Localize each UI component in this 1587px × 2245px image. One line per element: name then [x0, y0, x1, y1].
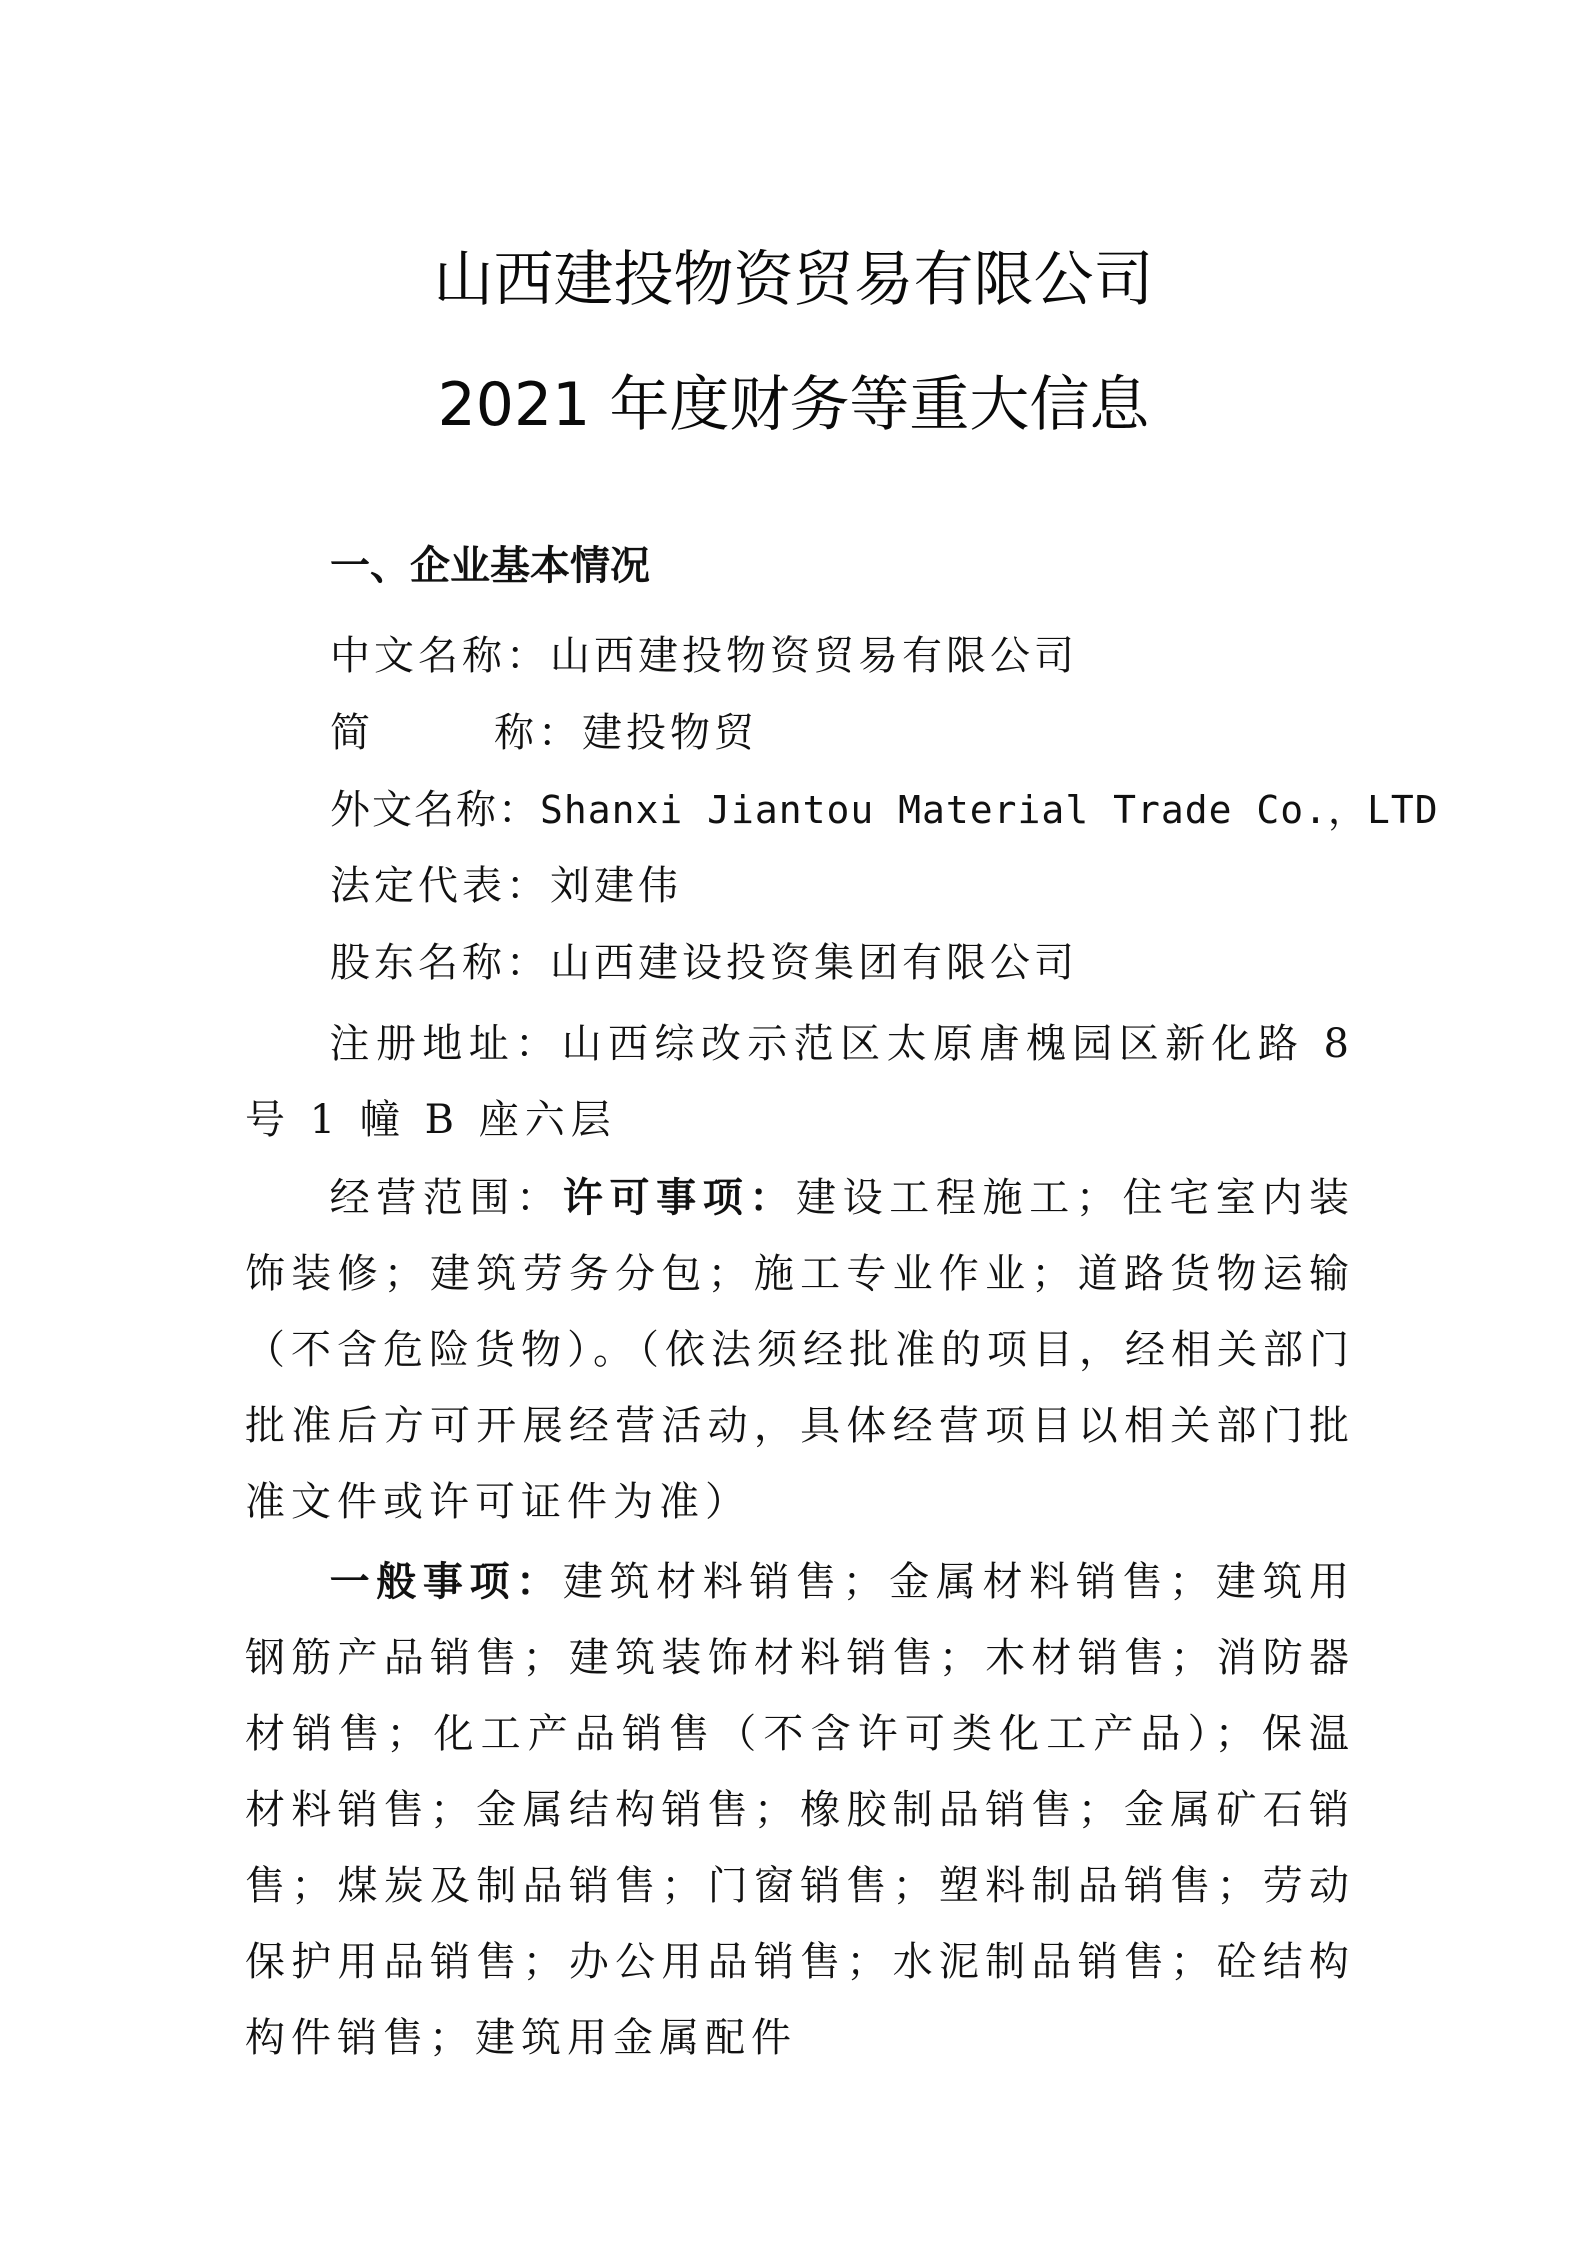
foreign-name-label: 外文名称：: [330, 787, 540, 833]
scope-licensed-paragraph: [245, 1160, 1355, 1540]
section-heading-basic-info: 一、企业基本情况: [330, 543, 650, 589]
foreign-name-row: [330, 787, 1439, 833]
general-label: 一般事项：: [329, 1559, 563, 1605]
foreign-name-value: Shanxi Jiantou Material Trade Co.，LTD: [540, 788, 1439, 832]
address-value: 山西综改示范区太原唐槐园区新化路 8 号 1 幢 B 座六层: [245, 1021, 1356, 1143]
shareholder-value: 山西建设投资集团有限公司: [550, 940, 1078, 986]
address-paragraph: [245, 1006, 1355, 1158]
chinese-name-label: 中文名称：: [330, 633, 550, 679]
scope-label: 经营范围：: [329, 1175, 563, 1221]
short-name-label-b: 称：: [494, 710, 582, 756]
shareholder-row: [330, 940, 1078, 986]
document-title-report: 2021 年度财务等重大信息: [437, 370, 1150, 440]
chinese-name-row: [330, 633, 1078, 679]
short-name-value: 建投物贸: [582, 710, 758, 756]
licensed-label: 许可事项：: [562, 1175, 797, 1221]
legal-rep-label: 法定代表：: [330, 863, 550, 909]
general-text: 建筑材料销售；金属材料销售；建筑用钢筋产品销售；建筑装饰材料销售；木材销售；消防器材销售；化工产品销售（不含许可类化工产品）；保温材料销售；金属结构销售；橡胶制品销售；金属矿石销售；煤炭及制品销售；门窗销售；塑料制品销售；劳动保护用品销售；办公用品销售；水泥制品销售；砼结构构件销售；建筑用金属配件: [245, 1559, 1356, 2061]
chinese-name-value: 山西建投物资贸易有限公司: [550, 633, 1078, 679]
address-label: 注册地址：: [329, 1021, 562, 1067]
scope-general-paragraph: [245, 1544, 1355, 2076]
short-name-label-a: 简: [330, 710, 374, 756]
shareholder-label: 股东名称：: [330, 940, 550, 986]
legal-rep-row: [330, 863, 682, 909]
legal-rep-value: 刘建伟: [550, 863, 682, 909]
short-name-row: [330, 710, 758, 756]
document-title-company: 山西建投物资贸易有限公司: [433, 245, 1154, 315]
licensed-text: 建设工程施工；住宅室内装饰装修；建筑劳务分包；施工专业作业；道路货物运输（不含危险货物）。（依法须经批准的项目，经相关部门批准后方可开展经营活动，具体经营项目以相关部门批准文件或许可证件为准）: [245, 1175, 1356, 1525]
